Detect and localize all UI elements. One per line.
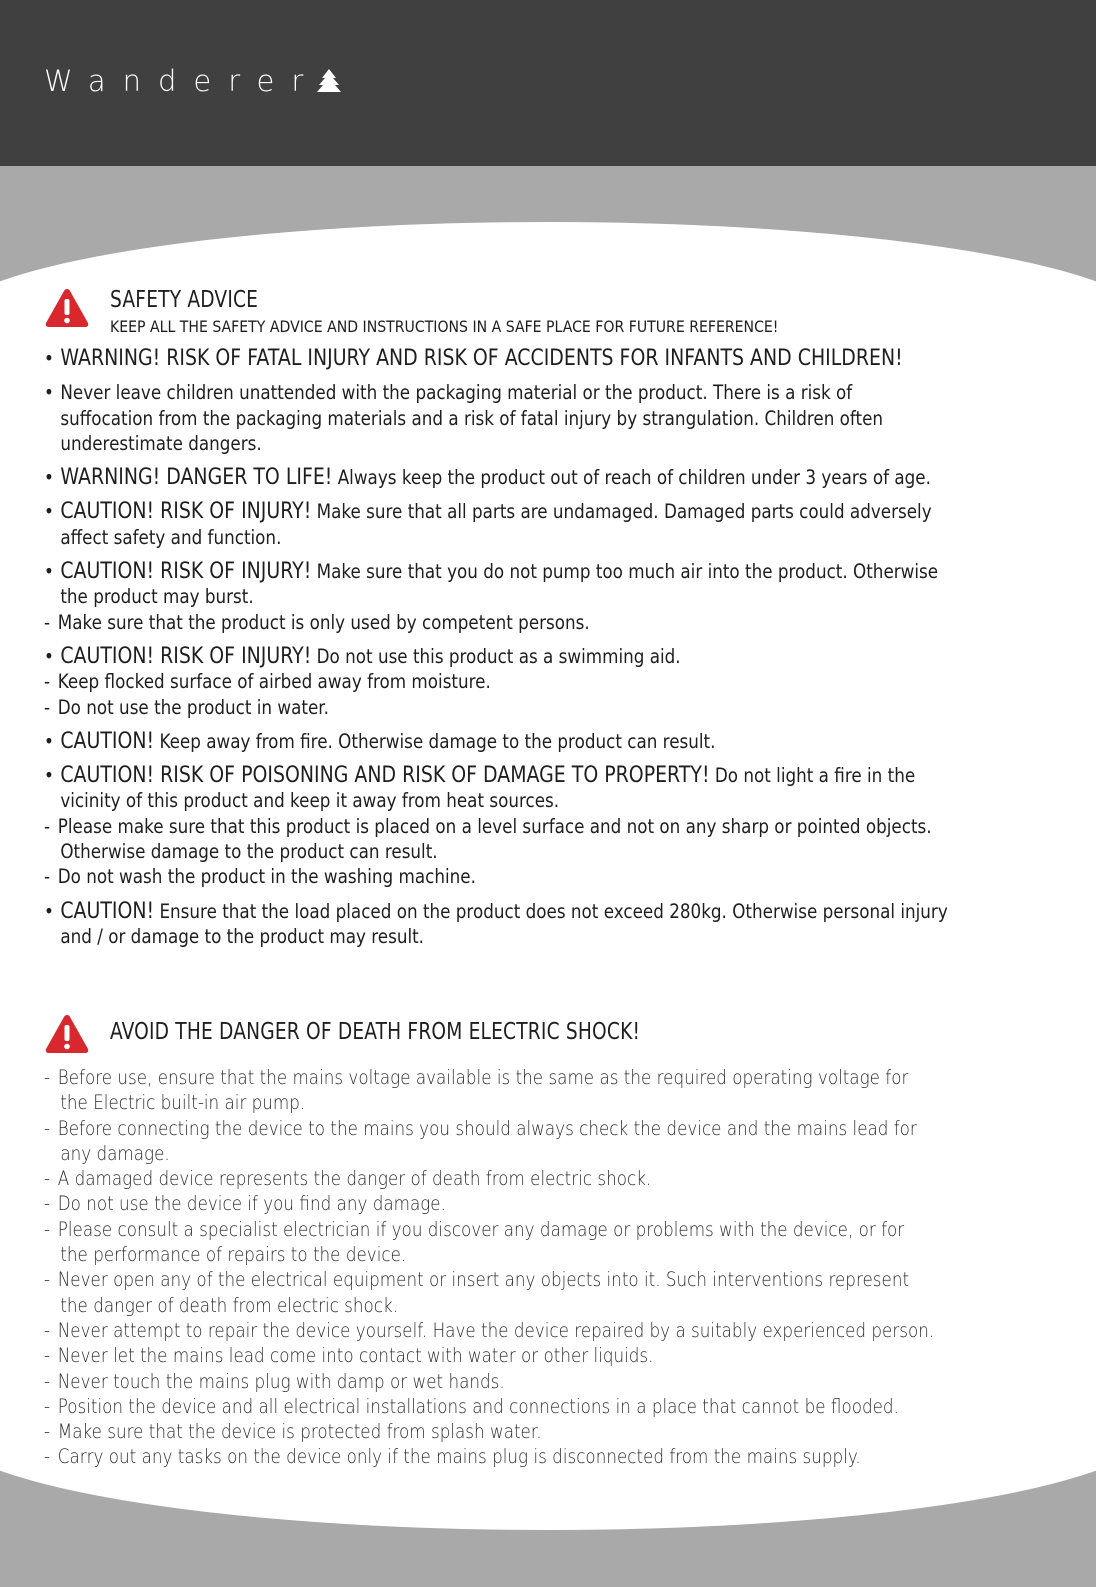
warning-lead: CAUTION! RISK OF INJURY! bbox=[60, 643, 312, 669]
electric-shock-heading bbox=[44, 1013, 699, 1055]
dash-marker: - bbox=[44, 1369, 51, 1393]
dash-marker: - bbox=[44, 1318, 51, 1342]
continuation-line bbox=[44, 788, 973, 813]
bullet-item bbox=[44, 499, 973, 524]
advice-text: Make sure that the product is only used by competent persons. bbox=[57, 610, 590, 634]
dash-marker: - bbox=[44, 1116, 51, 1140]
advice-block bbox=[44, 729, 1096, 754]
advice-text: Before use, ensure that the mains voltage available is the same as the required operating voltage for bbox=[57, 1066, 909, 1089]
dash-item bbox=[44, 1318, 973, 1343]
warning-lead: WARNING! DANGER TO LIFE! bbox=[60, 465, 333, 491]
advice-text: Before connecting the device to the mains you should always check the device and the mains lead for bbox=[57, 1116, 917, 1140]
section-subtitle: KEEP ALL THE SAFETY ADVICE AND INSTRUCTIONS IN A SAFE PLACE FOR FUTURE REFERENCE! bbox=[110, 317, 779, 336]
advice-text: Never attempt to repair the device yourself. Have the device repaired by a suitably experienced person. bbox=[57, 1318, 935, 1342]
electric-shock-list bbox=[44, 1065, 1096, 1470]
section-title: AVOID THE DANGER OF DEATH FROM ELECTRIC SHOCK! bbox=[110, 1019, 641, 1045]
dash-marker: - bbox=[44, 695, 51, 719]
bullet-item bbox=[44, 346, 973, 371]
advice-block bbox=[44, 763, 1096, 889]
advice-text: Ensure that the load placed on the product does not exceed 280kg. Otherwise personal injury bbox=[154, 899, 948, 923]
advice-block bbox=[44, 465, 1096, 490]
dash-item bbox=[44, 1394, 973, 1419]
warning-triangle-icon bbox=[44, 1013, 90, 1055]
dash-marker: - bbox=[44, 1445, 51, 1469]
dash-marker: - bbox=[44, 865, 51, 889]
dash-marker: - bbox=[44, 1394, 51, 1418]
bullet-item bbox=[44, 899, 973, 924]
advice-text: the product may burst. bbox=[60, 585, 254, 609]
continuation-line bbox=[44, 1141, 973, 1166]
advice-text: Never touch the mains plug with damp or wet hands. bbox=[57, 1369, 505, 1393]
advice-text: Make sure that you do not pump too much air into the product. Otherwise bbox=[311, 560, 939, 584]
safety-advice-list bbox=[44, 346, 1096, 958]
dash-marker: - bbox=[44, 1217, 51, 1241]
advice-text: Otherwise damage to the product can result. bbox=[60, 840, 438, 864]
advice-text: Position the device and all electrical installations and connections in a place that cannot be flooded. bbox=[57, 1394, 899, 1418]
dash-item bbox=[44, 1419, 973, 1444]
dash-item bbox=[44, 1369, 973, 1394]
advice-text: Do not use this product as a swimming aid. bbox=[311, 644, 681, 668]
bullet-marker: • bbox=[44, 347, 54, 370]
bullet-marker: • bbox=[44, 899, 54, 923]
dash-item bbox=[44, 669, 973, 694]
dash-item bbox=[44, 1343, 973, 1368]
warning-lead: WARNING! RISK OF FATAL INJURY AND RISK OF ACCIDENTS FOR INFANTS AND CHILDREN! bbox=[60, 346, 903, 371]
dash-item bbox=[44, 695, 973, 720]
advice-text: any damage. bbox=[60, 1141, 170, 1165]
section-title: SAFETY ADVICE bbox=[110, 287, 259, 313]
continuation-line bbox=[44, 406, 973, 431]
dash-item bbox=[44, 1166, 973, 1191]
continuation-line bbox=[44, 431, 973, 456]
dash-item bbox=[44, 864, 973, 889]
advice-text: Never leave children unattended with the packaging material or the product. There is a risk of bbox=[60, 381, 853, 405]
advice-text: Please make sure that this product is placed on a level surface and not on any sharp or pointed objects. bbox=[57, 814, 932, 838]
warning-lead: CAUTION! RISK OF INJURY! bbox=[60, 559, 312, 585]
dash-marker: - bbox=[44, 670, 51, 694]
bullet-item bbox=[44, 380, 973, 405]
warning-lead: CAUTION! bbox=[60, 898, 155, 924]
continuation-line bbox=[44, 1293, 973, 1318]
continuation-line bbox=[44, 924, 973, 949]
warning-lead: CAUTION! RISK OF INJURY! bbox=[60, 499, 312, 525]
dash-item bbox=[44, 1116, 973, 1141]
advice-text: suffocation from the packaging materials and a risk of fatal injury by strangulation. Children often bbox=[60, 406, 884, 430]
dash-marker: - bbox=[44, 1268, 51, 1292]
warning-lead: CAUTION! bbox=[60, 728, 155, 754]
bullet-item bbox=[44, 644, 973, 669]
advice-block bbox=[44, 380, 1096, 456]
continuation-line bbox=[44, 839, 973, 864]
dash-marker: - bbox=[44, 814, 51, 838]
advice-text: Never open any of the electrical equipment or insert any objects into it. Such interventions represent bbox=[57, 1268, 910, 1292]
dash-marker: - bbox=[44, 1192, 51, 1216]
advice-text: Keep away from fire. Otherwise damage to the product can result. bbox=[154, 729, 716, 753]
advice-text: Do not use the device if you find any damage. bbox=[57, 1192, 446, 1216]
bullet-marker: • bbox=[44, 466, 54, 490]
advice-text: Do not use the product in water. bbox=[57, 695, 329, 719]
bullet-item bbox=[44, 559, 973, 584]
advice-text: Make sure that all parts are undamaged. Damaged parts could adversely bbox=[311, 500, 932, 524]
dash-item bbox=[44, 1065, 973, 1090]
advice-block bbox=[44, 644, 1096, 720]
dash-marker: - bbox=[44, 1066, 51, 1089]
advice-text: Please consult a specialist electrician if you discover any damage or problems with the device, or for bbox=[57, 1217, 905, 1241]
dash-item bbox=[44, 1217, 973, 1242]
advice-text: Keep flocked surface of airbed away from moisture. bbox=[57, 670, 491, 694]
advice-text: the performance of repairs to the device. bbox=[60, 1243, 407, 1267]
advice-text: Do not light a fire in the bbox=[709, 764, 916, 788]
bullet-item bbox=[44, 465, 973, 490]
continuation-line bbox=[44, 584, 973, 609]
bullet-marker: • bbox=[44, 381, 54, 405]
dash-item bbox=[44, 610, 973, 635]
bullet-marker: • bbox=[44, 764, 54, 788]
dash-marker: - bbox=[44, 1344, 51, 1368]
advice-block bbox=[44, 559, 1096, 635]
advice-text: underestimate dangers. bbox=[60, 431, 262, 455]
dash-marker: - bbox=[44, 1167, 51, 1191]
advice-text: Make sure that the device is protected from splash water. bbox=[57, 1420, 542, 1444]
continuation-line bbox=[44, 1242, 973, 1267]
bullet-marker: • bbox=[44, 644, 54, 668]
continuation-line bbox=[44, 1090, 973, 1115]
advice-text: the Electric built-in air pump. bbox=[60, 1091, 306, 1115]
advice-text: and / or damage to the product may result. bbox=[60, 924, 425, 948]
bullet-marker: • bbox=[44, 500, 54, 524]
advice-text: vicinity of this product and keep it away from heat sources. bbox=[60, 789, 560, 813]
advice-text: A damaged device represents the danger of death from electric shock. bbox=[57, 1167, 652, 1191]
advice-block bbox=[44, 499, 1096, 550]
advice-text: Never let the mains lead come into contact with water or other liquids. bbox=[57, 1344, 654, 1368]
warning-triangle-icon bbox=[44, 287, 90, 329]
bullet-item bbox=[44, 763, 973, 788]
advice-text: Do not wash the product in the washing machine. bbox=[57, 865, 476, 889]
dash-item bbox=[44, 1444, 973, 1469]
advice-block bbox=[44, 346, 1096, 371]
advice-text: the danger of death from electric shock. bbox=[60, 1293, 399, 1317]
bullet-marker: • bbox=[44, 560, 54, 584]
dash-item bbox=[44, 1191, 973, 1216]
advice-text: Always keep the product out of reach of children under 3 years of age. bbox=[332, 466, 931, 490]
advice-text: Carry out any tasks on the device only if the mains plug is disconnected from the mains supply. bbox=[57, 1445, 861, 1469]
bullet-marker: • bbox=[44, 729, 54, 753]
safety-advice-heading bbox=[44, 287, 870, 336]
advice-text: affect safety and function. bbox=[60, 525, 282, 549]
dash-marker: - bbox=[44, 1420, 51, 1444]
warning-lead: CAUTION! RISK OF POISONING AND RISK OF DAMAGE TO PROPERTY! bbox=[60, 763, 710, 789]
advice-block bbox=[44, 899, 1096, 950]
dash-item bbox=[44, 814, 973, 839]
brand-name: Wanderer bbox=[44, 64, 321, 98]
continuation-line bbox=[44, 525, 973, 550]
dash-item bbox=[44, 1267, 973, 1292]
dash-marker: - bbox=[44, 610, 51, 634]
bullet-item bbox=[44, 729, 973, 754]
